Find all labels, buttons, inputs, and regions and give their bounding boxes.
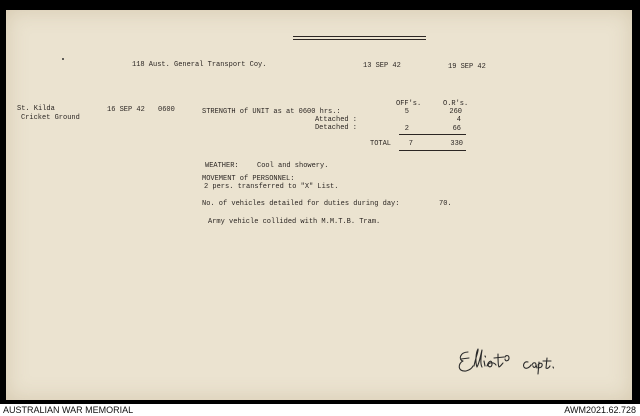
other-ranks-total: 330 <box>450 140 463 148</box>
war-diary-page <box>6 10 632 400</box>
footer-right: AWM2021.62.728 <box>564 405 636 415</box>
place-line-2: Cricket Ground <box>21 114 80 122</box>
total-rule <box>399 134 466 135</box>
period-end-date: 19 SEP 42 <box>448 63 486 71</box>
movement-value: 2 pers. transferred to "X" List. <box>204 183 339 191</box>
paper-mark <box>62 58 64 60</box>
entry-date: 16 SEP 42 <box>107 106 145 114</box>
detached-label: Detached : <box>314 124 357 132</box>
total-underline <box>399 150 466 151</box>
col-header-officers: OFF's. <box>396 100 422 108</box>
vehicles-count: 70. <box>439 200 452 208</box>
officers-total: 7 <box>408 140 413 148</box>
col-header-other-ranks: O.R's. <box>443 100 469 108</box>
entry-time: 0600 <box>158 106 175 114</box>
footer-left: AUSTRALIAN WAR MEMORIAL <box>3 405 134 415</box>
officers-strength: 5 <box>404 108 409 116</box>
other-ranks-attached: 4 <box>456 116 461 124</box>
officers-detached: 2 <box>404 125 409 133</box>
period-start-date: 13 SEP 42 <box>363 62 401 70</box>
other-ranks-strength: 260 <box>449 108 462 116</box>
strength-label: STRENGTH of UNIT as at 0600 hrs.: <box>202 108 341 116</box>
incident-note: Army vehicle collided with M.M.T.B. Tram. <box>208 218 381 226</box>
place-line-1: St. Kilda <box>17 105 55 113</box>
attached-label: Attached : <box>314 116 357 124</box>
header-rule-bottom <box>293 39 426 40</box>
header-rule-top <box>293 36 426 37</box>
other-ranks-detached: 66 <box>452 125 461 133</box>
weather-value: Cool and showery. <box>257 162 329 170</box>
officer-signature <box>454 346 604 380</box>
movement-label: MOVEMENT of PERSONNEL: <box>202 175 295 183</box>
weather-label: WEATHER: <box>205 162 239 170</box>
total-label: TOTAL <box>370 140 392 148</box>
vehicles-detailed: No. of vehicles detailed for duties during day: <box>202 200 400 208</box>
unit-name: 118 Aust. General Transport Coy. <box>132 61 267 69</box>
